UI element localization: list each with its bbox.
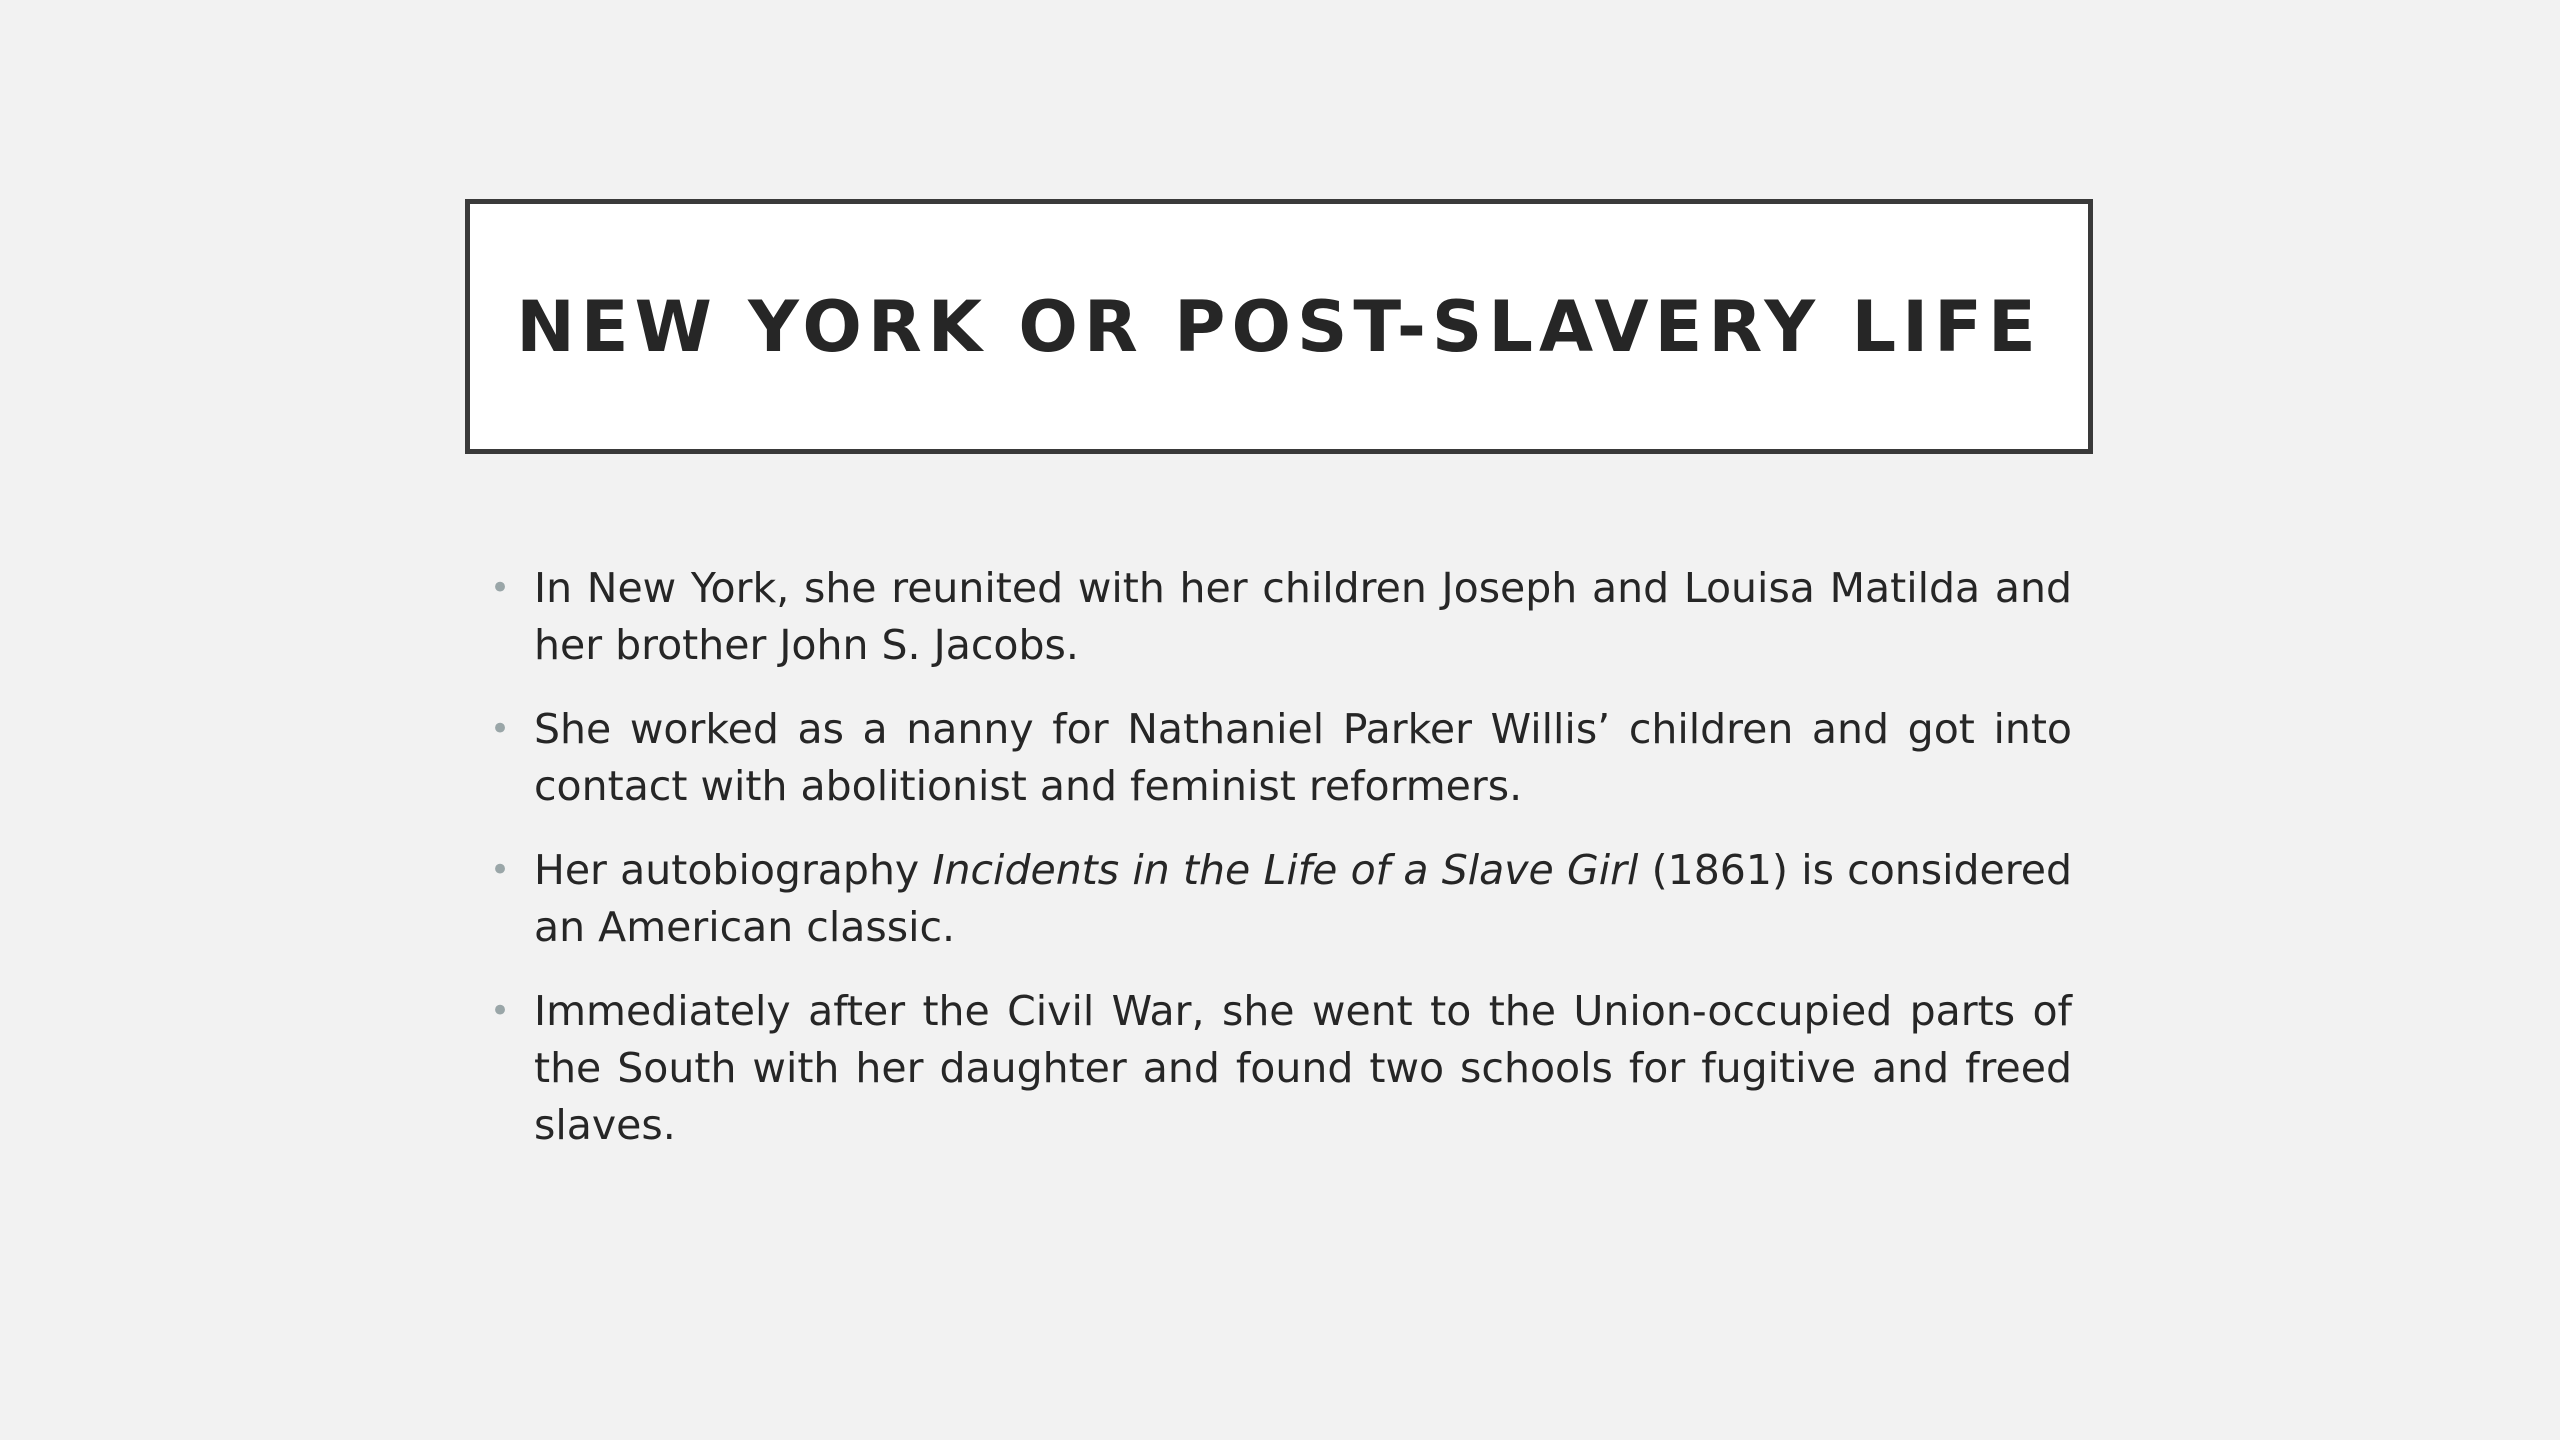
bullet-dot-icon: • — [490, 709, 511, 749]
bullet-item — [486, 842, 2072, 956]
bullet-item — [486, 983, 2072, 1154]
bullet-dot-icon: • — [490, 568, 511, 608]
bullet-text: Immediately after the Civil War, she went to the Union-occupied parts of the South with her daughter and found two schools for fugitive and freed slaves. — [534, 987, 2072, 1149]
bullet-list — [486, 560, 2072, 1181]
book-title: Incidents in the Life of a Slave Girl — [932, 846, 1639, 894]
bullet-dot-icon: • — [490, 991, 511, 1031]
bullet-text: In New York, she reunited with her children Joseph and Louisa Matilda and her brother John S. Jacobs. — [534, 564, 2072, 669]
bullet-item — [486, 560, 2072, 674]
bullet-text: She worked as a nanny for Nathaniel Parker Willis’ children and got into contact with abolitionist and feminist reformers. — [534, 705, 2072, 810]
slide-title: NEW YORK OR POST-SLAVERY LIFE — [516, 285, 2042, 368]
bullet-dot-icon: • — [490, 850, 511, 890]
bullet-text-before: Her autobiography — [534, 846, 933, 894]
title-box — [465, 199, 2093, 454]
bullet-item — [486, 701, 2072, 815]
bullet-text-after: (1861) is considered an American classic. — [534, 846, 2072, 951]
